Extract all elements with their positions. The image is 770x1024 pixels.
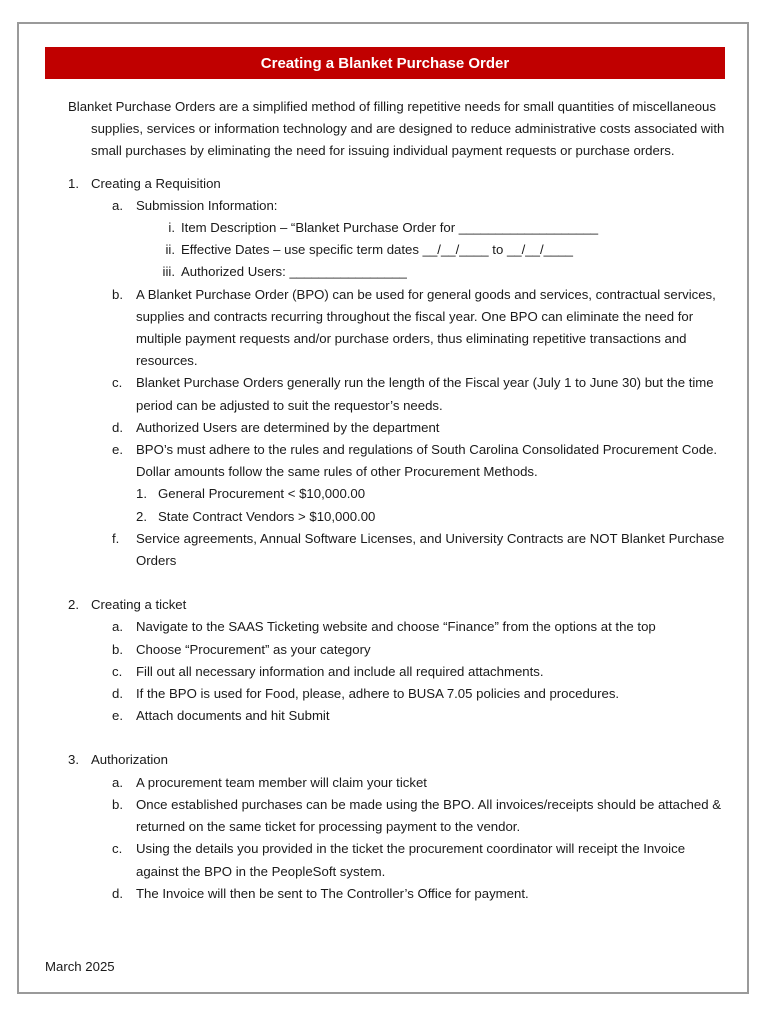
list-item [68, 772, 728, 794]
list-item [68, 284, 728, 373]
document-body [68, 96, 728, 905]
list-text: A procurement team member will claim your ticket [136, 774, 427, 790]
section-number: 2. [68, 597, 79, 613]
list-item [68, 483, 728, 505]
list-item [68, 195, 728, 217]
section-number: 3. [68, 752, 79, 768]
page-title-banner [45, 47, 725, 79]
list-text: If the BPO is used for Food, please, adhere to BUSA 7.05 policies and procedures. [136, 686, 620, 702]
section-number: 1. [68, 175, 79, 191]
spacer [68, 727, 728, 749]
list-text: State Contract Vendors > $10,000.00 [158, 508, 376, 524]
section-1-heading [68, 173, 728, 195]
section-3-heading [68, 749, 728, 771]
list-item [68, 417, 728, 439]
list-marker: a. [112, 774, 123, 790]
list-text: Authorized Users are determined by the department [136, 419, 440, 435]
list-marker: c. [112, 663, 123, 679]
list-item [68, 239, 728, 261]
list-text: Choose “Procurement” as your category [136, 641, 371, 657]
list-marker: b. [112, 641, 123, 657]
list-marker: b. [112, 286, 123, 302]
list-item [68, 439, 728, 483]
list-marker: 2. [136, 508, 147, 524]
section-title: Authorization [91, 752, 168, 768]
list-item [68, 528, 728, 572]
list-item [68, 639, 728, 661]
list-item [68, 705, 728, 727]
section-title: Creating a Requisition [91, 175, 221, 191]
section-title: Creating a ticket [91, 597, 187, 613]
list-marker: d. [112, 686, 123, 702]
list-text: Fill out all necessary information and include all required attachments. [136, 663, 544, 679]
list-marker: c. [112, 841, 123, 857]
list-text: BPO’s must adhere to the rules and regulations of South Carolina Consolidated Procurement Code. Dollar amounts follow the same rules of other Procurement Methods. [136, 442, 718, 480]
list-text: Once established purchases can be made using the BPO. All invoices/receipts should be attached & returned on the same ticket for processing payment to the vendor. [136, 796, 721, 835]
list-marker: e. [112, 708, 123, 724]
list-marker: a. [112, 197, 123, 213]
list-item [68, 883, 728, 905]
list-text: Submission Information: [136, 197, 278, 213]
list-marker: b. [112, 796, 123, 812]
list-item [68, 372, 728, 416]
list-text: Service agreements, Annual Software Licenses, and University Contracts are NOT Blanket Purchase Orders [136, 530, 725, 569]
list-marker: i. [168, 220, 175, 236]
list-text: Blanket Purchase Orders generally run the length of the Fiscal year (July 1 to June 30) but the time period can be adjusted to suit the requestor’s needs. [136, 375, 714, 413]
list-marker: ii. [165, 242, 175, 258]
list-text: The Invoice will then be sent to The Controller’s Office for payment. [136, 885, 529, 901]
list-marker: iii. [162, 264, 175, 280]
list-item [68, 838, 728, 882]
list-text: Authorized Users: ________________ [181, 264, 407, 280]
list-marker: c. [112, 375, 123, 391]
list-marker: f. [112, 530, 120, 546]
list-text: Attach documents and hit Submit [136, 708, 330, 724]
list-item [68, 616, 728, 638]
list-text: Effective Dates – use specific term dates __/__/____ to __/__/____ [181, 242, 573, 258]
list-item [68, 794, 728, 838]
list-text: Navigate to the SAAS Ticketing website and choose “Finance” from the options at the top [136, 619, 656, 635]
footer-date: March 2025 [45, 959, 115, 974]
list-marker: d. [112, 419, 123, 435]
list-item [68, 217, 728, 239]
list-marker: e. [112, 442, 123, 458]
list-text: General Procurement < $10,000.00 [158, 486, 366, 502]
list-item [68, 261, 728, 283]
section-2-heading [68, 594, 728, 616]
list-marker: a. [112, 619, 123, 635]
list-item [68, 506, 728, 528]
intro-paragraph: Blanket Purchase Orders are a simplified method of filling repetitive needs for small quantities of miscellaneous supplies, services or information technology and are designed to reduce administrative costs associated with small purchases by eliminating the need for issuing individual payment requests or purchase orders. [68, 99, 725, 159]
list-item [68, 661, 728, 683]
list-item [68, 683, 728, 705]
page-title: Creating a Blanket Purchase Order [260, 54, 510, 72]
list-text: A Blanket Purchase Order (BPO) can be used for general goods and services, contractual services, supplies and contracts recurring throughout the fiscal year. One BPO can eliminate the need for multiple payment requests and/or purchase orders, thus eliminating repetitive transactions and resources. [136, 286, 716, 369]
list-marker: 1. [136, 486, 147, 502]
spacer [68, 572, 728, 594]
list-marker: d. [112, 885, 123, 901]
list-text: Item Description – “Blanket Purchase Order for ___________________ [181, 220, 599, 236]
list-text: Using the details you provided in the ticket the procurement coordinator will receipt the Invoice against the BPO in the PeopleSoft system. [136, 841, 686, 879]
